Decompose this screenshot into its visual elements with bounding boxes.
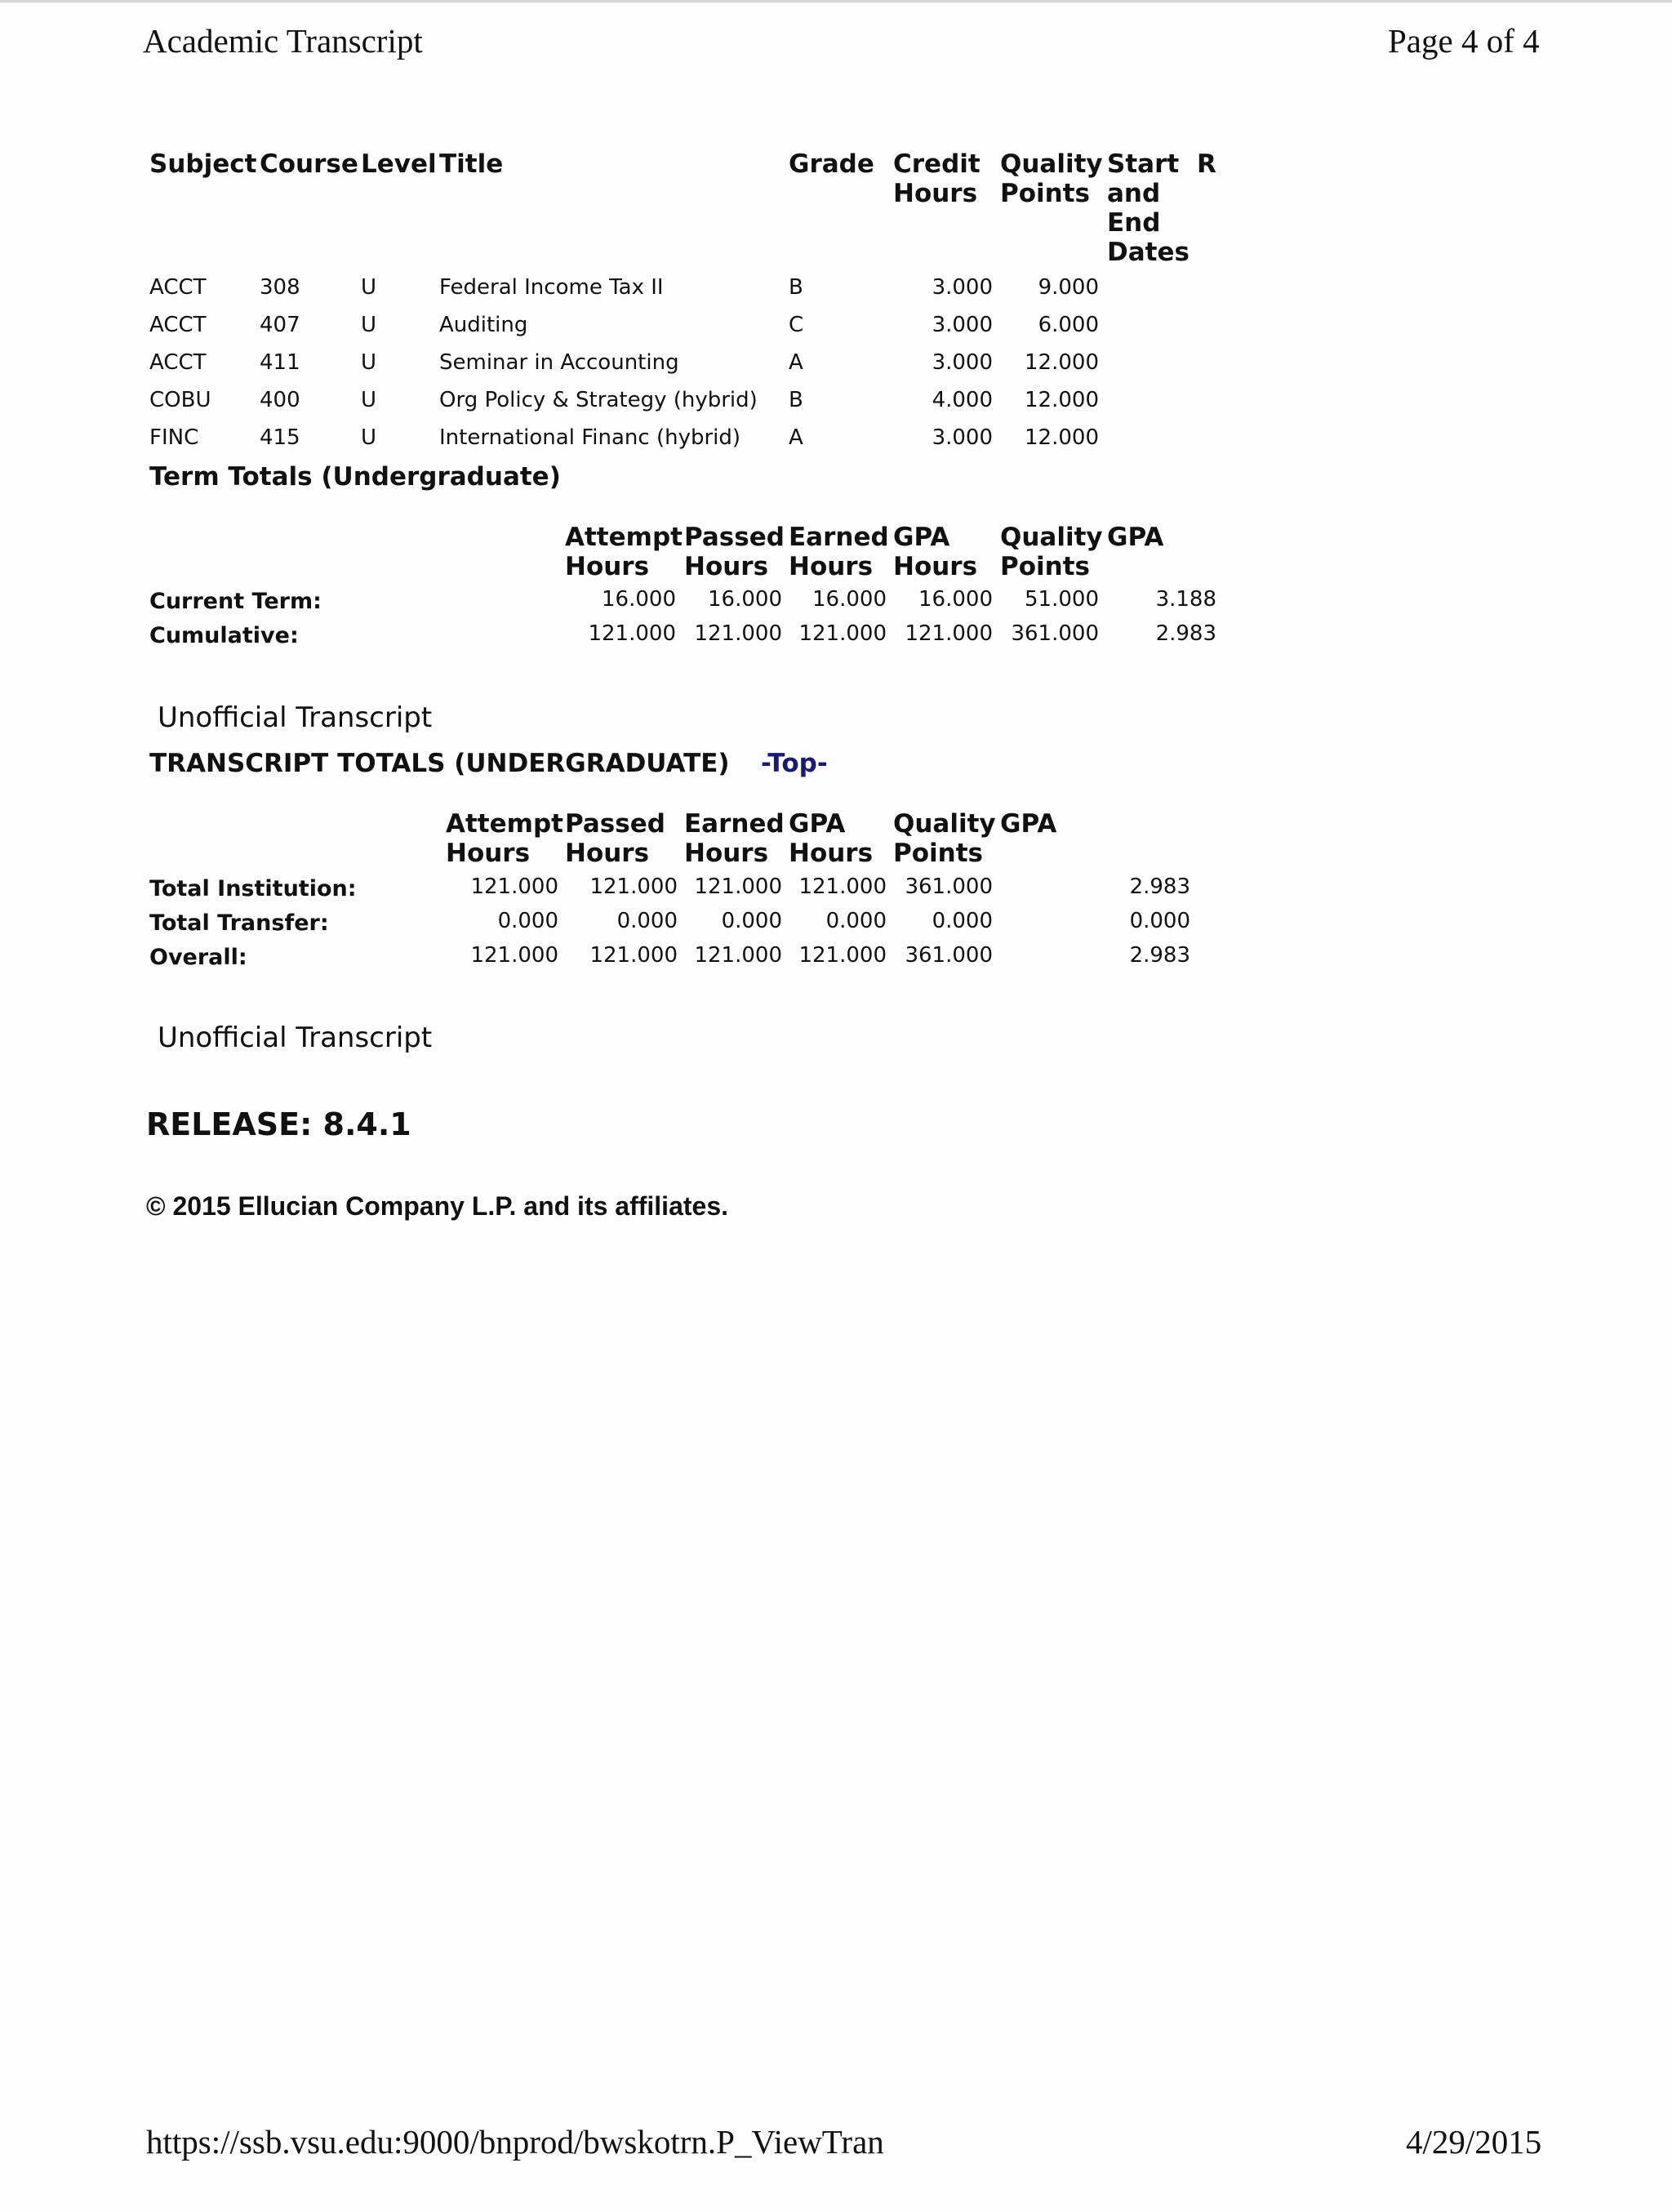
- col-dates-header: Start and End Dates: [1107, 149, 1190, 267]
- col-attempt-header: Attempt Hours: [446, 809, 563, 868]
- course-quality: 12.000: [1025, 350, 1099, 375]
- top-link[interactable]: -Top-: [761, 749, 828, 778]
- copyright-notice: © 2015 Ellucian Company L.P. and its affiliates.: [146, 1191, 728, 1221]
- course-number: 308: [260, 275, 300, 300]
- current-earned-hours: 16.000: [812, 587, 887, 612]
- transfer-gpa-hours: 0.000: [825, 909, 887, 933]
- course-title: Org Policy & Strategy (hybrid): [439, 388, 758, 412]
- col-gpa-hours-header: GPA Hours: [789, 809, 874, 868]
- course-level: U: [361, 313, 377, 337]
- course-level: U: [361, 388, 377, 412]
- total-institution-label: Total Institution:: [149, 876, 357, 901]
- page-number: Page 4 of 4: [1388, 22, 1540, 60]
- total-transfer-label: Total Transfer:: [149, 910, 329, 936]
- col-level-header: Level: [361, 149, 437, 179]
- footer-url: https://ssb.vsu.edu:9000/bnprod/bwskotrn.P_ViewTran: [146, 2123, 884, 2161]
- col-earned-header: Earned Hours: [684, 809, 785, 868]
- course-subject: ACCT: [149, 275, 207, 300]
- cumulative-attempt-hours: 121.000: [588, 621, 676, 646]
- institution-passed-hours: 121.000: [589, 875, 678, 899]
- cumulative-gpa: 2.983: [1155, 621, 1216, 646]
- col-course-header: Course: [260, 149, 358, 179]
- unofficial-transcript-label: Unofficial Transcript: [158, 701, 433, 734]
- course-level: U: [361, 275, 377, 300]
- course-title: Federal Income Tax II: [439, 275, 664, 300]
- current-quality-points: 51.000: [1025, 587, 1099, 612]
- course-credit: 3.000: [932, 425, 993, 450]
- col-title-header: Title: [439, 149, 504, 179]
- course-title: International Financ (hybrid): [439, 425, 741, 450]
- footer-date: 4/29/2015: [1406, 2123, 1542, 2161]
- col-earned-header: Earned Hours: [789, 523, 889, 581]
- institution-gpa: 2.983: [1129, 875, 1190, 899]
- course-number: 407: [260, 313, 300, 337]
- transfer-earned-hours: 0.000: [721, 909, 782, 933]
- overall-passed-hours: 121.000: [589, 943, 678, 968]
- cumulative-earned-hours: 121.000: [798, 621, 887, 646]
- transfer-gpa: 0.000: [1129, 909, 1190, 933]
- institution-attempt-hours: 121.000: [470, 875, 558, 899]
- current-attempt-hours: 16.000: [602, 587, 676, 612]
- course-quality: 6.000: [1038, 313, 1099, 337]
- institution-quality-points: 361.000: [905, 875, 993, 899]
- course-number: 400: [260, 388, 300, 412]
- transfer-quality-points: 0.000: [932, 909, 993, 933]
- course-level: U: [361, 350, 377, 375]
- col-passed-header: Passed Hours: [684, 523, 785, 581]
- course-credit: 3.000: [932, 275, 993, 300]
- col-gpa-header: GPA: [1000, 809, 1057, 839]
- course-quality: 12.000: [1025, 425, 1099, 450]
- course-subject: COBU: [149, 388, 211, 412]
- institution-gpa-hours: 121.000: [798, 875, 887, 899]
- scan-edge: [0, 0, 1672, 2]
- col-passed-header: Passed Hours: [565, 809, 665, 868]
- cumulative-label: Cumulative:: [149, 623, 299, 648]
- course-number: 411: [260, 350, 300, 375]
- course-quality: 12.000: [1025, 388, 1099, 412]
- course-level: U: [361, 425, 377, 450]
- current-term-label: Current Term:: [149, 589, 322, 614]
- transfer-attempt-hours: 0.000: [497, 909, 558, 933]
- cumulative-quality-points: 361.000: [1011, 621, 1099, 646]
- col-quality-header: Quality Points: [1000, 523, 1103, 581]
- col-credit-header: Credit Hours: [893, 149, 981, 208]
- cumulative-passed-hours: 121.000: [694, 621, 782, 646]
- overall-gpa: 2.983: [1129, 943, 1190, 968]
- term-totals-title: Term Totals (Undergraduate): [149, 462, 561, 492]
- course-subject: ACCT: [149, 313, 207, 337]
- current-passed-hours: 16.000: [708, 587, 782, 612]
- current-gpa-hours: 16.000: [918, 587, 993, 612]
- course-number: 415: [260, 425, 300, 450]
- course-grade: B: [789, 388, 803, 412]
- course-quality: 9.000: [1038, 275, 1099, 300]
- overall-gpa-hours: 121.000: [798, 943, 887, 968]
- course-grade: A: [789, 425, 803, 450]
- col-grade-header: Grade: [789, 149, 874, 179]
- course-grade: C: [789, 313, 804, 337]
- course-subject: ACCT: [149, 350, 207, 375]
- page-header-title: Academic Transcript: [143, 22, 423, 60]
- release-version: RELEASE: 8.4.1: [146, 1106, 411, 1142]
- course-grade: A: [789, 350, 803, 375]
- col-gpa-header: GPA: [1107, 523, 1164, 552]
- course-title: Seminar in Accounting: [439, 350, 679, 375]
- overall-attempt-hours: 121.000: [470, 943, 558, 968]
- institution-earned-hours: 121.000: [694, 875, 782, 899]
- current-gpa: 3.188: [1155, 587, 1216, 612]
- col-r-header: R: [1197, 149, 1216, 179]
- overall-quality-points: 361.000: [905, 943, 993, 968]
- overall-label: Overall:: [149, 945, 247, 970]
- col-subject-header: Subject: [149, 149, 257, 179]
- transcript-totals-title: TRANSCRIPT TOTALS (UNDERGRADUATE): [149, 749, 730, 778]
- course-credit: 4.000: [932, 388, 993, 412]
- course-title: Auditing: [439, 313, 528, 337]
- col-gpa-hours-header: GPA Hours: [893, 523, 978, 581]
- course-subject: FINC: [149, 425, 199, 450]
- course-credit: 3.000: [932, 313, 993, 337]
- unofficial-transcript-label: Unofficial Transcript: [158, 1021, 433, 1054]
- col-quality-header: Quality Points: [893, 809, 996, 868]
- col-quality-header: Quality Points: [1000, 149, 1103, 208]
- cumulative-gpa-hours: 121.000: [905, 621, 993, 646]
- overall-earned-hours: 121.000: [694, 943, 782, 968]
- course-grade: B: [789, 275, 803, 300]
- course-credit: 3.000: [932, 350, 993, 375]
- col-attempt-header: Attempt Hours: [565, 523, 683, 581]
- transfer-passed-hours: 0.000: [616, 909, 678, 933]
